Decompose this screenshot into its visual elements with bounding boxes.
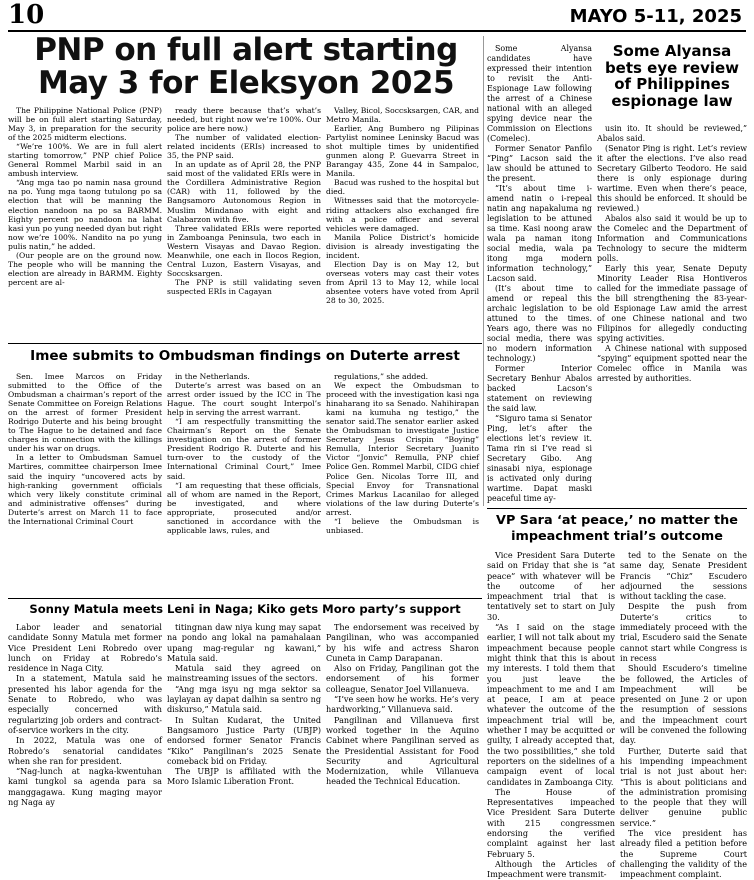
alyansa-column-1 — [487, 44, 592, 504]
paragraph: The Philippine National Police (PNP) will be on full alert starting Saturday, May 3, in preparation for the security of the 2025 midterm elections. — [8, 106, 162, 143]
paragraph: “As I said on the stage earlier, I will not talk about my impeachment because people might think that this is about my interests. I told them that you just leave the impeachment to me and I am at peace, I am at peace whatever the outcome of the impeachment trial will be, whether I may be acquitted or guilty, I already accepted that, the two possibilities,” she told reporters on the sidelines of a campaign event of local candidates in Zamboanga City. — [487, 622, 615, 787]
paragraph: (Senator Ping is right. Let’s review it after the elections. I’ve also read Secretary Gilberto Teodoro. He said there is only espionage during wartime. Even when there’s peace, this should be enforced. It should be reviewed.) — [597, 144, 747, 213]
paragraph: Although the Articles of Impeachment were transmit- — [487, 858, 615, 880]
alyansa-headline-line-3: of Philippines — [614, 75, 730, 93]
matula-column-1 — [8, 622, 162, 848]
paragraph: In a statement, Matula said he presented his labor agenda for the Senate to Robredo, who was especially concerned with regularizing job orders and contract-of-service workers in the city. — [8, 673, 162, 735]
imee-column-1 — [8, 372, 162, 593]
paragraph: Pangilinan and Villanueva first worked together in the Aquino Cabinet where Pangilinan served as the Presidential Assistant for Food Security and Agricultural Modernization, while Villanueva headed the Technical Education. — [326, 714, 479, 787]
paragraph: Abalos also said it would be up to the Comelec and the Department of Information and Communications Technology to secure the midterm polls. — [597, 214, 747, 263]
section-rule — [8, 343, 482, 344]
paragraph: (Our people are on the ground now. The people who will be manning the election are already in BARMM. Eighty percent are al- — [8, 250, 162, 287]
paragraph: The House of Representatives impeached Vice President Sara Duterte with 215 congressmen endorsing the verified complaint against her last February 5. — [487, 786, 615, 859]
paragraph: Also on Friday, Pangilinan got the endorsement of his former colleague, Senator Joel Villanueva. — [326, 663, 479, 694]
paragraph: We expect the Ombudsman to proceed with the investigation kasi nga hinaharang ito sa Senado. Nahihirapan kami na kumuha ng testigo,” the senator said.The senator earlier asked the Ombudsman to investigate Justice Secretary Jesus Crispin “Boying” Remulla, Interior Secretary Juanito Victor “Jonvic” Remulla, PNP chief Police Gen. Rommel Marbil, CIDG chief Police Gen. Nicolas Torre III, and Special Envoy for Transnational Crimes Markus Lacanilao for alleged violations of the law during Duterte’s arrest. — [326, 381, 479, 517]
paragraph: Three validated ERIs were reported in Zamboanga Peninsula, two each in Western Visayas and Davao Region. Meanwhile, one each in Ilocos Region, Central Luzon, Eastern Visayas, and Soccsksargen. — [167, 223, 321, 278]
alyansa-headline — [597, 43, 747, 109]
paragraph: regulations,” she added. — [334, 372, 429, 381]
imee-column-3 — [326, 372, 479, 593]
paragraph: In an update as of April 28, the PNP said most of the validated ERIs were in the Cordillera Administrative Region (CAR) with 11, followed by the Bangsamoro Autonomous Region in Muslim Mindanao with eight and Calabarzon with five. — [167, 160, 321, 224]
imee-column-2 — [167, 372, 321, 593]
paragraph: “Nag-lunch at nagka-kwentuhan kami tungkol sa agenda para sa manggagawa. Kung maging mayor ng Naga ay — [8, 766, 162, 808]
sara-column-2 — [620, 550, 747, 880]
paragraph: Former Interior Secretary Benhur Abalos backed Lacson’s statement on reviewing the said law. — [487, 364, 592, 413]
paragraph: “Ang mga isyu ng mga sektor sa laylayan ay dapat dalhin sa sentro ng diskurso,” Matula said. — [167, 683, 321, 715]
sara-column-1 — [487, 550, 615, 880]
paragraph: Bacud was rushed to the hospital but died. — [326, 178, 479, 197]
sara-headline-line-1: VP Sara ‘at peace,’ no matter the — [496, 513, 738, 528]
paragraph: ready there because that’s what’s needed, but right now we’re 100%. Our police are here now.) — [167, 106, 321, 134]
alyansa-headline-line-4: espionage law — [611, 91, 733, 110]
column-divider — [483, 36, 484, 506]
paragraph: Sen. Imee Marcos on Friday submitted to the Office of the Ombudsman a chairman’s report of the Senate Committee on Foreign Relations on the arrest of former President Rodrigo Duterte and his being brought to The Hague to be detained and face charges in connection with the killings under his war on drugs. — [8, 372, 162, 454]
matula-headline: Sonny Matula meets Leni in Naga; Kiko gets Moro party’s support — [29, 602, 461, 616]
paragraph: Early this year, Senate Deputy Minority Leader Risa Hontiveros called for the immediate passage of the bill strengthening the 83-year-old Espionage Law amid the arrest of one Chinese national and two Filipinos for allegedly conducting spying activities. — [597, 264, 747, 343]
alyansa-headline-line-2: bets eye review — [604, 58, 740, 77]
pnp-headline — [8, 34, 484, 100]
section-rule — [8, 598, 482, 599]
paragraph: Despite the push from Duterte’s critics to immediately proceed with the trial, Escudero said the Senate cannot start while Congress is in recess — [620, 601, 747, 663]
paragraph: Should Escudero’s timeline be followed, the Articles of Impeachment will be presented on June 2 or upon the resumption of sessions and the impeachment court will be convened the following day. — [620, 663, 747, 746]
paragraph: Election Day is on May 12, but overseas voters may cast their votes from April 13 to May 12, while local absentee voters have voted from April 28 to 30, 2025. — [326, 259, 479, 305]
paragraph: Duterte’s arrest was based on an arrest order issued by the ICC in The Hague. The court sought Interpol’s help in serving the arrest warrant. — [167, 381, 321, 418]
paragraph: “I am respectfully transmitting the Chairman’s Report on the Senate investigation on the arrest of former President Rodrigo R. Duterte and his turn-over to the custody of the International Criminal Court,” Imee said. — [167, 417, 321, 481]
alyansa-headline-line-1: Some Alyansa — [612, 42, 732, 60]
paragraph: Matula said they agreed on mainstreaming issues of the sectors. — [167, 663, 321, 684]
paragraph: In 2022, Matula was one of Robredo’s senatorial candidates when she ran for president. — [8, 735, 162, 766]
paragraph: Further, Duterte said that his impending impeachment trial is not just about her: “This is about politicians and the administration promising to the people that they will deliver genuine public service.” — [620, 745, 747, 828]
matula-column-2 — [167, 622, 321, 848]
paragraph: In Sultan Kudarat, the United Bangsamoro Justice Party (UBJP) endorsed former Senator Francis “Kiko” Pangilinan’s 2025 Senate comeback bid on Friday. — [167, 714, 321, 766]
paragraph: usin ito. It should be reviewed,” Abalos said. — [597, 124, 747, 143]
paragraph: Earlier, Ang Bumbero ng Pilipinas Partylist nominee Leninsky Bacud was shot multiple times by unidentified gunmen along P. Guevarra Street in Barangay 435, Zone 44 in Sampaloc, Manila. — [326, 124, 479, 179]
paragraph: titingnan daw niya kung may sapat na pondo ang lokal na pamahalaan upang mag-regular ng kawani,” Matula said. — [167, 622, 321, 663]
paragraph: Vice President Sara Duterte said on Friday that she is “at peace” with whatever will be the outcome of her impeachment trial that is tentatively set to start on July 30. — [487, 550, 615, 622]
paragraph: Some Alyansa candidates have expressed their intention to revisit the Anti-Espionage Law following the arrest of a Chinese national with an alleged spying device near the Commission on Elections (Comelec). — [487, 44, 592, 143]
paragraph: Former Senator Panfilo “Ping” Lacson said the law should be attuned to the present. — [487, 144, 592, 183]
paragraph: The PNP is still validating seven suspected ERIs in Cagayan — [167, 277, 321, 296]
pnp-column-3 — [326, 106, 479, 334]
paragraph: “We’re 100%. We are in full alert starting tomorrow,” PNP chief Police General Rommel Marbil said in an ambush interview. — [8, 142, 162, 179]
paragraph: “I’ve seen how he works. He’s very hardworking,” Villanueva said. — [326, 694, 479, 715]
paragraph: The endorsement was received by Pangilinan, who was accompanied by his wife and actress Sharon Cuneta in Camp Darapanan. — [326, 622, 479, 663]
page-number: 10 — [8, 0, 45, 30]
paragraph: The number of validated election-related incidents (ERIs) increased to 35, the PNP said. — [167, 133, 321, 161]
paragraph: Labor leader and senatorial candidate Sonny Matula met former Vice President Leni Robredo over lunch on Friday at Robredo’s residence in Naga City. — [8, 622, 162, 674]
pnp-column-1 — [8, 106, 162, 334]
paragraph: Valley, Bicol, Soccsksargen, CAR, and Metro Manila. — [326, 106, 479, 125]
paragraph: “I am requesting that these officials, all of whom are named in the Report, be investigated, and where appropriate, prosecuted and/or sanctioned in accordance with the applicable laws, rules, and — [167, 480, 321, 535]
paragraph: ted to the Senate on the same day, Senate President Francis “Chiz” Escudero adjourned the sessions without tackling the case. — [620, 550, 747, 602]
pnp-column-2 — [167, 106, 321, 334]
paragraph: The UBJP is affiliated with the Moro Islamic Liberation Front. — [167, 766, 321, 787]
paragraph: The vice president has already filed a petition before the Supreme Court challenging the validity of the impeachment complaint. — [620, 828, 747, 880]
paragraph: “Siguro tama si Senator Ping, let’s after the elections let’s review it. Tama rin si I’ve read si Secretary Gibo. Ang sinasabi niya, espionage is activated only during wartime. Dapat maski peaceful time ay- — [487, 414, 592, 503]
paragraph: Witnesses said that the motorcycle-riding attackers also exchanged fire with a police officer and several vehicles were damaged. — [326, 196, 479, 233]
pnp-headline-line-2: May 3 for Eleksyon 2025 — [37, 65, 455, 101]
paragraph: In a letter to Ombudsman Samuel Martires, committee chairperson Imee said the inquiry “uncovered acts by high-ranking government officials which very likely constitute criminal and administrative offenses” during Duterte’s arrest on March 11 to face the International Criminal Court — [8, 453, 162, 526]
alyansa-column-2 — [597, 124, 747, 506]
issue-date: MAYO 5-11, 2025 — [569, 6, 742, 27]
paragraph: Manila Police District’s homicide division is already investigating the incident. — [326, 232, 479, 260]
paragraph: (It’s about time to amend or repeal this archaic legislation to be attuned to the times. Years ago, there was no social media, there was no modern information technology.) — [487, 284, 592, 363]
paragraph: “Ang mga tao po namin nasa ground na po. Yung mga taong tutulong po sa election that will be manning the election nandoon na po sa BARMM. Eighty percent po nandoon na lahat kasi yun po yung needed dyan but right now we’re 100%. Nandito na po yung pulis natin,” he added. — [8, 178, 162, 251]
paragraph: “It’s about time i-amend natin o i-repeal natin ang napakaluma ng legislation to be attuned sa time. Kasi noong araw wala pa naman itong social media, wala pa itong mga modern information technology,” Lacson said. — [487, 184, 592, 283]
paragraph: in the Netherlands. — [175, 372, 250, 381]
paragraph: “I believe the Ombudsman is unbiased. — [326, 516, 479, 535]
section-rule — [487, 508, 747, 509]
pnp-headline-line-1: PNP on full alert starting — [34, 32, 458, 68]
matula-column-3 — [326, 622, 479, 848]
paragraph: A Chinese national with supposed “spying” equipment spotted near the Comelec office in Manila was arrested by authorities. — [597, 344, 747, 383]
imee-headline: Imee submits to Ombudsman findings on Duterte arrest — [30, 348, 460, 364]
sara-headline-line-2: impeachment trial’s outcome — [511, 529, 723, 544]
sara-headline — [487, 513, 747, 545]
